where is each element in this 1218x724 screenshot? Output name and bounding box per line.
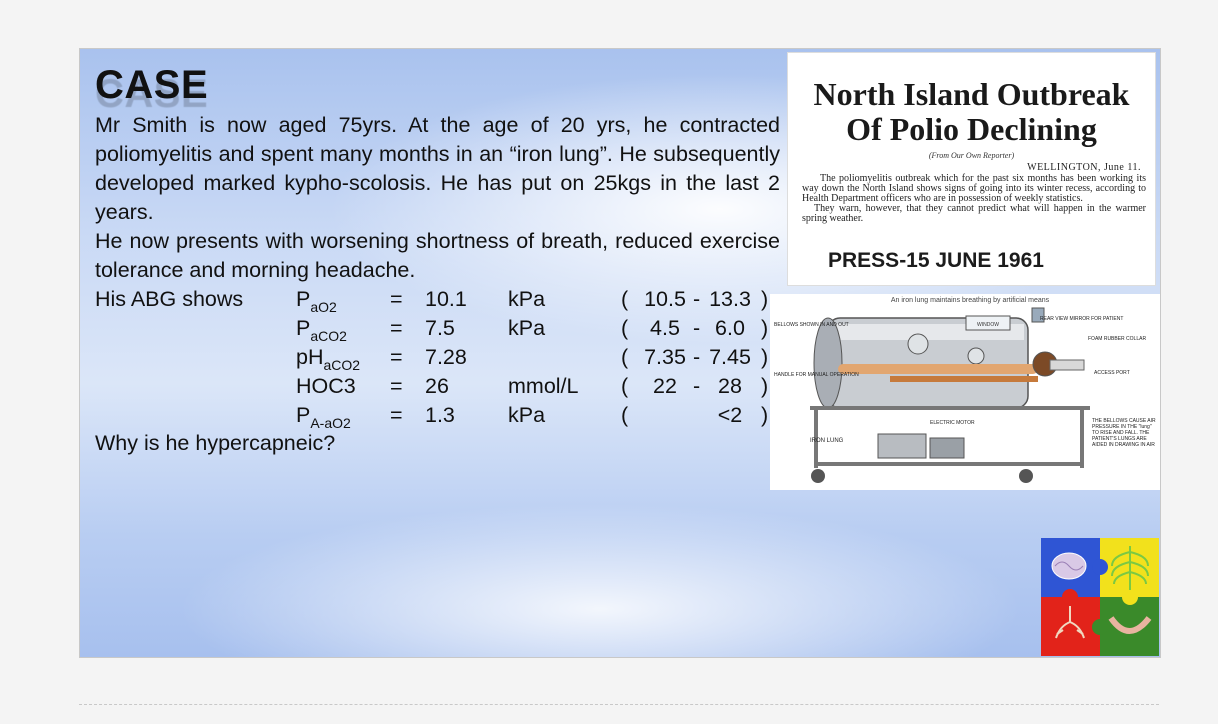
bellows-note: THE BELLOWS CAUSE AIR PRESSURE IN THE "lung" TO RISE AND FALL. THE PATIENT'S LUNGS ARE AIDED IN DRAWING IN AIR bbox=[1092, 418, 1156, 448]
abg-equals: = bbox=[390, 287, 403, 311]
abg-parameter-subscript: aO2 bbox=[310, 299, 337, 315]
iron-lung-heading: An iron lung maintains breathing by artificial means bbox=[890, 297, 1050, 304]
newspaper-headline bbox=[788, 77, 1155, 147]
collar-label: FOAM RUBBER COLLAR bbox=[1088, 336, 1147, 342]
head-rest bbox=[1050, 360, 1084, 370]
newspaper-reporter: (From Our Own Reporter) bbox=[928, 151, 1015, 160]
abg-range-low: 7.35 bbox=[644, 345, 686, 369]
bellows-note-box bbox=[1092, 418, 1158, 464]
abg-parameter-symbol: P bbox=[296, 287, 311, 311]
abg-range-close: ) bbox=[761, 345, 769, 369]
abg-value: 1.3 bbox=[425, 403, 455, 427]
abg-value: 10.1 bbox=[425, 287, 467, 311]
puzzle-knob bbox=[1122, 589, 1138, 605]
abg-range-high: 28 bbox=[718, 374, 742, 398]
page-divider bbox=[79, 704, 1159, 705]
abg-row bbox=[80, 345, 800, 374]
case-paragraph-presentation: He now presents with worsening shortness of breath, reduced exercise tolerance and morning headache. bbox=[95, 229, 780, 282]
abg-equals: = bbox=[390, 345, 403, 369]
case-paragraph-history: Mr Smith is now aged 75yrs. At the age of 20 yrs, he contracted poliomyelitis and spent many months in an “iron lung”. He subsequently developed marked kypho-scolosis. He has put on 25kgs in the last 2 years. bbox=[95, 113, 780, 224]
frame-leg bbox=[1080, 410, 1084, 468]
headline-line-1: North Island Outbreak bbox=[813, 76, 1130, 112]
electric-motor bbox=[930, 438, 964, 458]
abg-row bbox=[80, 403, 800, 432]
abg-parameter-subscript: A-aO2 bbox=[310, 415, 351, 431]
abg-row bbox=[80, 287, 800, 316]
window-label: WINDOW bbox=[977, 322, 999, 328]
case-description bbox=[95, 111, 780, 285]
iron-lung-name: IRON LUNG bbox=[810, 438, 844, 444]
handle-label: HANDLE FOR MANUAL OPERATION bbox=[774, 372, 859, 378]
tank-end bbox=[814, 318, 842, 408]
abg-range-dash: - bbox=[693, 287, 701, 311]
bellows bbox=[878, 434, 926, 458]
abg-range-high: <2 bbox=[717, 403, 743, 427]
abg-equals: = bbox=[390, 374, 403, 398]
abg-value: 26 bbox=[425, 374, 449, 398]
newspaper-clipping bbox=[787, 52, 1156, 286]
abg-unit: kPa bbox=[508, 316, 546, 340]
abg-value: 7.5 bbox=[425, 316, 455, 340]
newspaper-body bbox=[802, 174, 1146, 224]
porthole bbox=[908, 334, 928, 354]
abg-value: 7.28 bbox=[425, 345, 467, 369]
abg-range-dash: - bbox=[693, 345, 701, 369]
puzzle-piece-green bbox=[1100, 597, 1159, 656]
abg-range-open: ( bbox=[621, 316, 629, 340]
abg-parameter bbox=[296, 345, 360, 373]
iron-lung-drawing bbox=[770, 294, 1160, 490]
wheel bbox=[1019, 469, 1033, 483]
abg-range-low: 4.5 bbox=[650, 316, 680, 340]
puzzle-logo-graphic bbox=[1041, 538, 1159, 656]
abg-range-close: ) bbox=[761, 374, 769, 398]
abg-range-close: ) bbox=[761, 403, 769, 427]
puzzle-knob bbox=[1092, 559, 1108, 575]
abg-unit: kPa bbox=[508, 287, 546, 311]
slide-title: CASE bbox=[95, 63, 209, 107]
port-label: ACCESS PORT bbox=[1094, 370, 1130, 376]
headline-line-2: Of Polio Declining bbox=[846, 111, 1097, 147]
abg-range-low: 22 bbox=[653, 374, 677, 398]
newspaper-body-paragraph-2: They warn, however, that they cannot predict what will happen in the warmer spring weather. bbox=[802, 203, 1146, 224]
bellows-label: BELLOWS SHOWN IN AND OUT bbox=[774, 322, 849, 328]
abg-range-close: ) bbox=[761, 316, 769, 340]
organ-puzzle-logo bbox=[1041, 538, 1159, 656]
frame-bottom bbox=[814, 462, 1084, 466]
abg-unit: kPa bbox=[508, 403, 546, 427]
abg-range-open: ( bbox=[621, 345, 629, 369]
patient-body bbox=[838, 364, 1038, 374]
abg-range-dash: - bbox=[693, 316, 701, 340]
abg-range-high: 6.0 bbox=[715, 316, 745, 340]
wheel bbox=[811, 469, 825, 483]
abg-unit: mmol/L bbox=[508, 374, 579, 398]
abg-range-low: 10.5 bbox=[644, 287, 686, 311]
newspaper-dateline: WELLINGTON, June 11. bbox=[1027, 162, 1141, 173]
abg-parameter bbox=[296, 403, 351, 431]
abg-range-high: 7.45 bbox=[709, 345, 751, 369]
abg-row bbox=[80, 316, 800, 345]
mirror-label: REAR VIEW MIRROR FOR PATIENT bbox=[1040, 316, 1124, 322]
iron-lung-illustration bbox=[770, 294, 1160, 490]
motor-label: ELECTRIC MOTOR bbox=[930, 420, 975, 426]
abg-range-open: ( bbox=[621, 403, 629, 427]
abg-label: His ABG shows bbox=[95, 287, 244, 311]
abg-range-high: 13.3 bbox=[709, 287, 751, 311]
puzzle-knob bbox=[1062, 589, 1078, 605]
abg-range-close: ) bbox=[761, 287, 769, 311]
abg-parameter-symbol: HOC3 bbox=[296, 374, 356, 398]
abg-range-open: ( bbox=[621, 374, 629, 398]
porthole bbox=[968, 348, 984, 364]
abg-parameter-subscript: aCO2 bbox=[323, 357, 361, 373]
abg-parameter bbox=[296, 316, 347, 344]
newspaper-caption: PRESS-15 JUNE 1961 bbox=[828, 249, 1044, 272]
abg-parameter-symbol: P bbox=[296, 316, 311, 340]
bed bbox=[890, 376, 1038, 382]
abg-range-dash: - bbox=[693, 374, 701, 398]
slide bbox=[79, 48, 1161, 658]
puzzle-piece-red bbox=[1041, 597, 1100, 656]
frame-top bbox=[810, 406, 1090, 410]
abg-parameter bbox=[296, 374, 356, 399]
case-question: Why is he hypercapneic? bbox=[95, 431, 336, 455]
abg-equals: = bbox=[390, 403, 403, 427]
abg-parameter-symbol: pH bbox=[296, 345, 324, 369]
abg-equals: = bbox=[390, 316, 403, 340]
abg-range-open: ( bbox=[621, 287, 629, 311]
abg-parameter-subscript: aCO2 bbox=[310, 328, 347, 344]
newspaper-body-paragraph-1: The poliomyelitis outbreak which for the past six months has been working its way down the North Island shows signs of going into its winter recess, according to Health Department officers who are in possession of weekly statistics. bbox=[802, 173, 1146, 204]
puzzle-knob bbox=[1092, 619, 1108, 635]
abg-row bbox=[80, 374, 800, 403]
abg-parameter bbox=[296, 287, 337, 315]
abg-parameter-symbol: P bbox=[296, 403, 311, 427]
